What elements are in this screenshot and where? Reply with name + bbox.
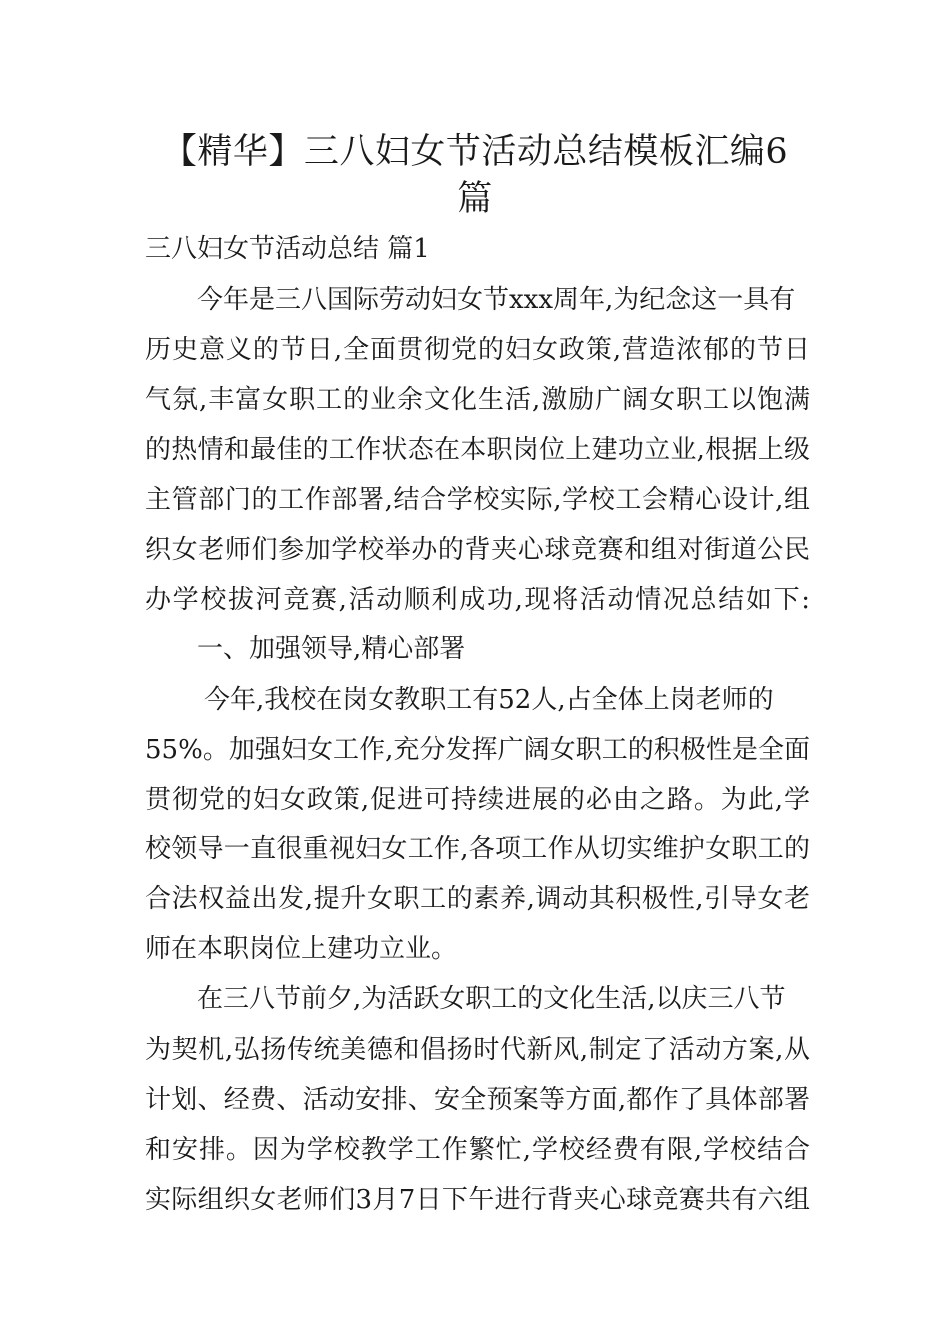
paragraph-1-line: 织女老师们参加学校举办的背夹心球竞赛和组对街道公民 xyxy=(145,535,810,565)
document-title-line-1: 【精华】三八妇女节活动总结模板汇编6 xyxy=(161,132,789,172)
paragraph-2-line: 55%。加强妇女工作,充分发挥广阔女职工的积极性是全面 xyxy=(145,735,810,765)
paragraph-2-line: 贯彻党的妇女政策,促进可持续进展的必由之路。为此,学 xyxy=(145,785,810,815)
paragraph-1-line: 今年是三八国际劳动妇女节xxx周年,为纪念这一具有 xyxy=(197,285,796,315)
paragraph-3-line: 在三八节前夕,为活跃女职工的文化生活,以庆三八节 xyxy=(197,984,786,1014)
subheading-1: 一、加强领导,精心部署 xyxy=(197,634,466,664)
paragraph-3-line: 计划、经费、活动安排、安全预案等方面,都作了具体部署 xyxy=(145,1085,810,1115)
paragraph-3-line: 为契机,弘扬传统美德和倡扬时代新风,制定了活动方案,从 xyxy=(145,1035,810,1065)
paragraph-2-line: 今年,我校在岗女教职工有52人,占全体上岗老师的 xyxy=(204,685,774,715)
section-heading: 三八妇女节活动总结 篇1 xyxy=(145,234,430,264)
paragraph-1-line: 气氛,丰富女职工的业余文化生活,激励广阔女职工以饱满 xyxy=(145,385,810,415)
document-title-line-2: 篇 xyxy=(457,179,493,219)
paragraph-1-line: 的热情和最佳的工作状态在本职岗位上建功立业,根据上级 xyxy=(145,435,810,465)
paragraph-1-line: 主管部门的工作部署,结合学校实际,学校工会精心设计,组 xyxy=(145,485,810,515)
paragraph-2-line: 师在本职岗位上建功立业。 xyxy=(145,934,458,964)
paragraph-3-line: 和安排。因为学校教学工作繁忙,学校经费有限,学校结合 xyxy=(145,1135,810,1165)
paragraph-1-line: 办学校拔河竞赛,活动顺利成功,现将活动情况总结如下: xyxy=(145,585,810,615)
paragraph-2-line: 校领导一直很重视妇女工作,各项工作从切实维护女职工的 xyxy=(145,834,810,864)
paragraph-3-line: 实际组织女老师们3月7日下午进行背夹心球竞赛共有六组 xyxy=(145,1185,810,1215)
paragraph-2-line: 合法权益出发,提升女职工的素养,调动其积极性,引导女老 xyxy=(145,884,810,914)
paragraph-1-line: 历史意义的节日,全面贯彻党的妇女政策,营造浓郁的节日 xyxy=(145,335,810,365)
